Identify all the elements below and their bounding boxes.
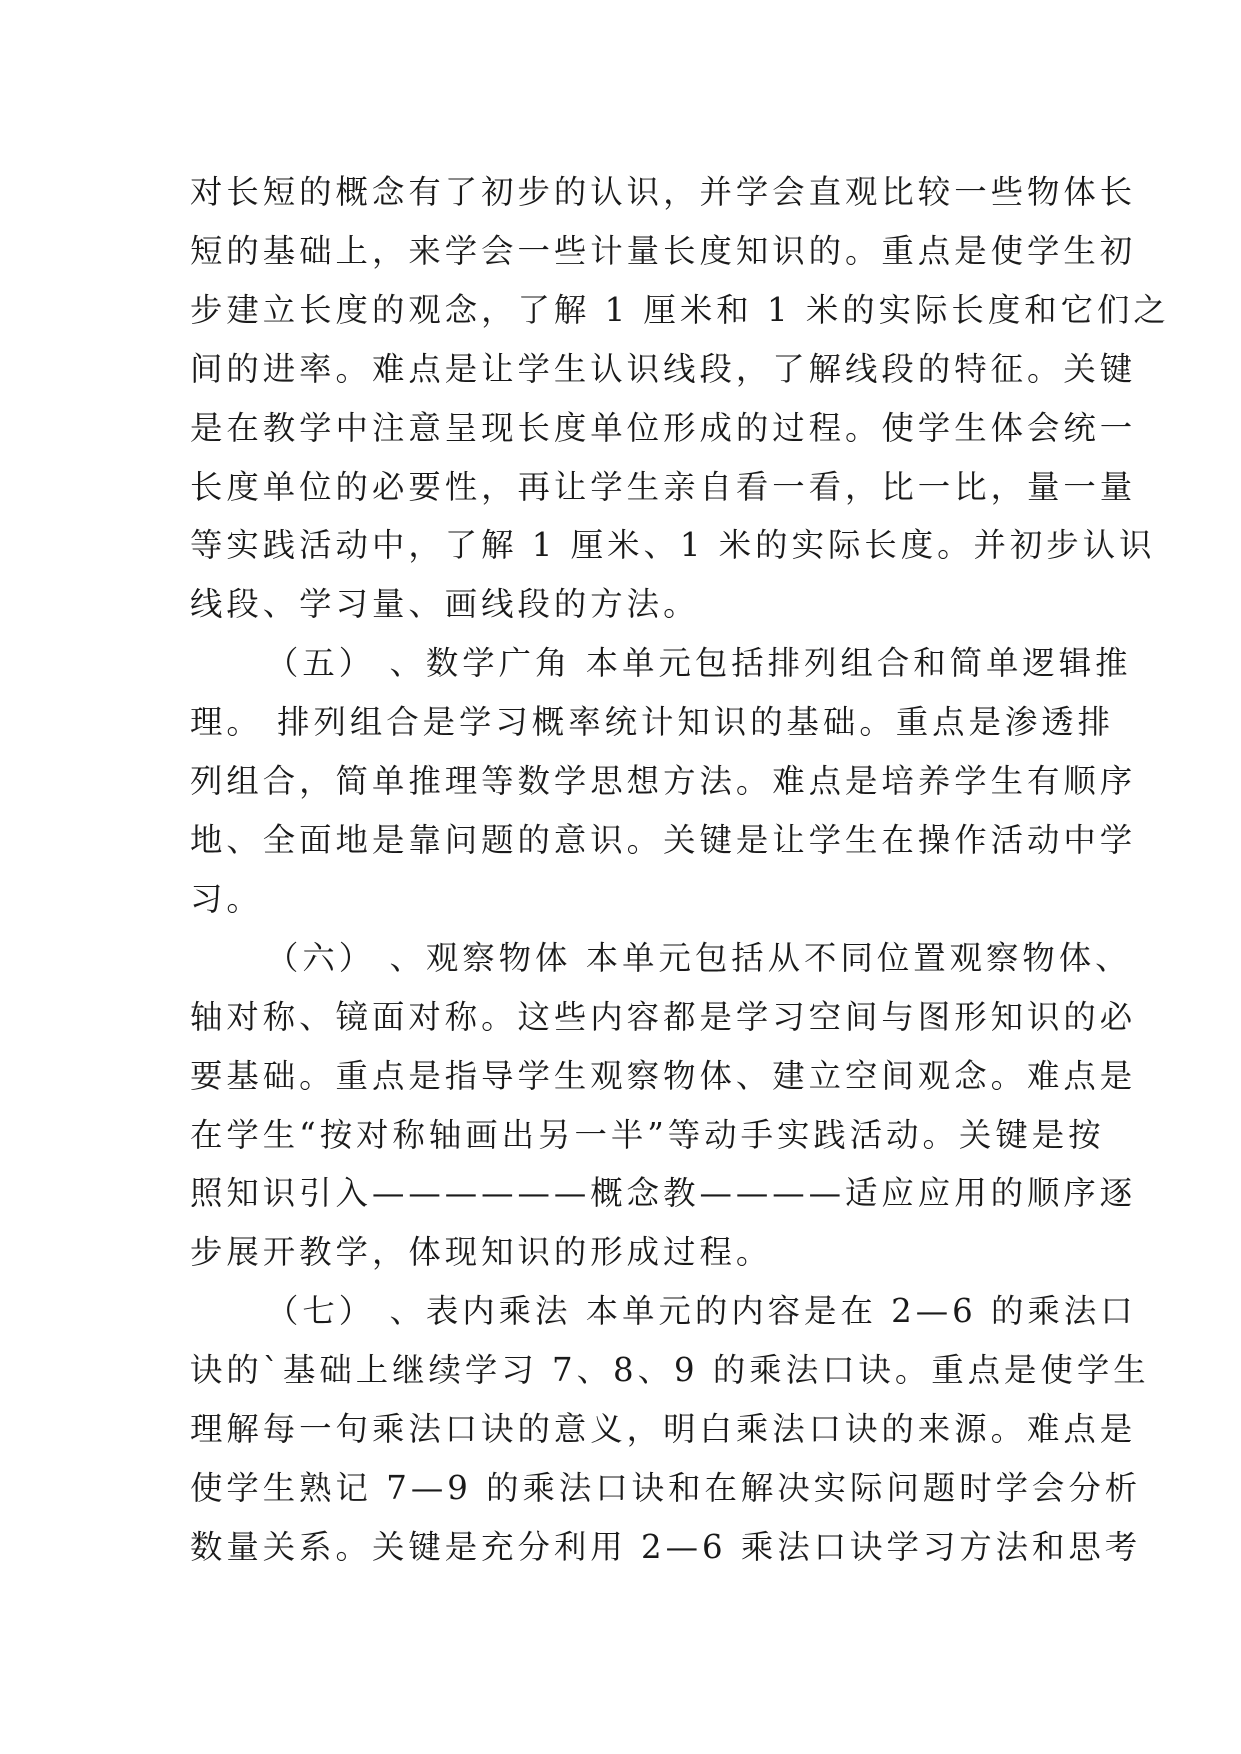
document-body (190, 163, 1170, 1577)
text-line: 理解每一句乘法口诀的意义，明白乘法口诀的来源。难点是 (190, 1410, 1137, 1449)
text-line: 短的基础上，来学会一些计量长度知识的。重点是使学生初 (190, 231, 1137, 270)
text-line: 间的进率。难点是让学生认识线段，了解线段的特征。关键 (190, 349, 1137, 388)
text-line: 是在教学中注意呈现长度单位形成的过程。使学生体会统一 (190, 408, 1137, 447)
text-line: 等实践活动中，了解 1 厘米、1 米的实际长度。并初步认识 (190, 526, 1156, 565)
text-line: 习。 (190, 879, 263, 918)
text-line: 轴对称、镜面对称。这些内容都是学习空间与图形知识的必 (190, 997, 1137, 1036)
text-line: 线段、学习量、画线段的方法。 (190, 585, 700, 624)
text-line: 使学生熟记 7—9 的乘法口诀和在解决实际问题时学会分析 (190, 1468, 1142, 1507)
text-line: 长度单位的必要性，再让学生亲自看一看，比一比，量一量 (190, 467, 1137, 506)
text-line: 对长短的概念有了初步的认识，并学会直观比较一些物体长 (190, 173, 1137, 211)
text-line: 步建立长度的观念，了解 1 厘米和 1 米的实际长度和它们之 (190, 290, 1170, 329)
text-line: 诀的`基础上继续学习 7、8、9 的乘法口诀。重点是使学生 (190, 1351, 1150, 1390)
paragraph-length-units (190, 163, 1170, 634)
text-line: 理。 排列组合是学习概率统计知识的基础。重点是渗透排 (190, 703, 1115, 742)
text-line: （七） 、表内乘法 本单元的内容是在 2—6 的乘法口 (266, 1292, 1137, 1331)
text-line: 列组合，简单推理等数学思想方法。难点是培养学生有顺序 (190, 762, 1137, 801)
text-line: 照知识引入——————概念教————适应应用的顺序逐 (190, 1174, 1137, 1213)
text-line: 在学生“按对称轴画出另一半”等动手实践活动。关键是按 (190, 1115, 1105, 1154)
paragraph-observing-objects (190, 929, 1137, 1282)
text-line: 数量关系。关键是充分利用 2—6 乘法口诀学习方法和思考 (190, 1527, 1142, 1566)
paragraph-math-wide-angle (190, 634, 1137, 929)
text-line: 步展开教学，体现知识的形成过程。 (190, 1233, 773, 1272)
text-line: 地、全面地是靠问题的意识。关键是让学生在操作活动中学 (190, 820, 1137, 859)
text-line: （五） 、数学广角 本单元包括排列组合和简单逻辑推 (266, 644, 1132, 683)
paragraph-multiplication-table (190, 1282, 1150, 1577)
text-line: （六） 、观察物体 本单元包括从不同位置观察物体、 (266, 938, 1132, 977)
text-line: 要基础。重点是指导学生观察物体、建立空间观念。难点是 (190, 1056, 1137, 1095)
